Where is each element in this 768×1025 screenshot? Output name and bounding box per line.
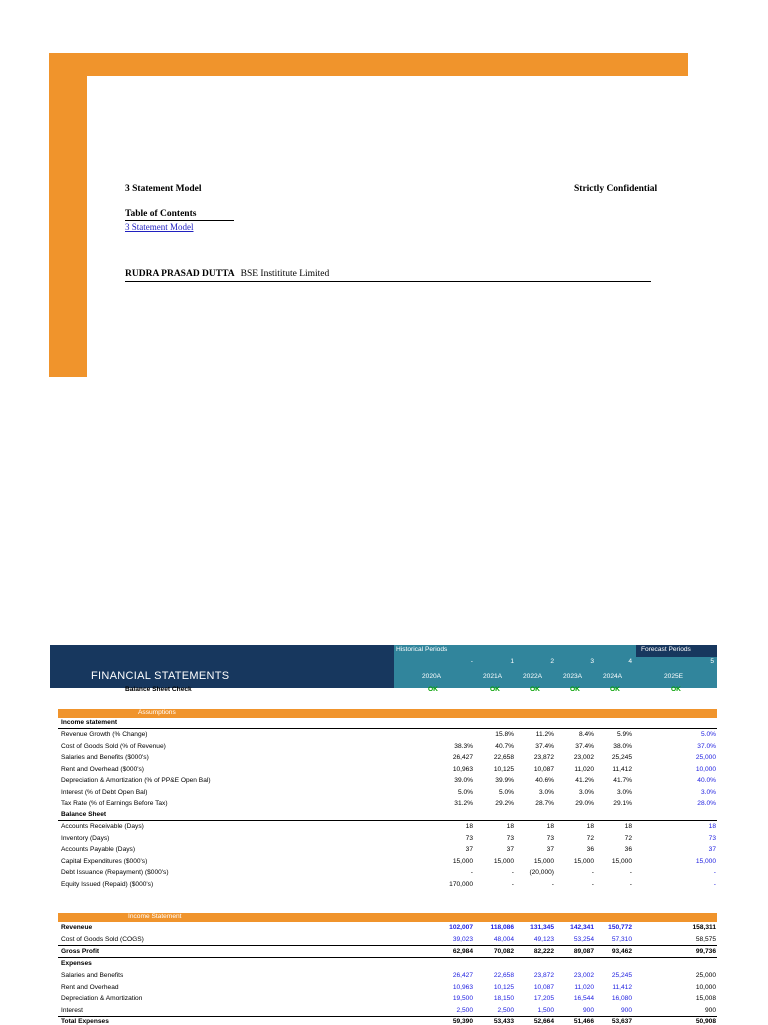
table-cell: 18 [586,823,594,830]
table-cell: 40.6% [535,777,554,784]
table-cell: 15,000 [573,857,594,865]
cover-orange-bar-left [49,76,87,377]
expenses-heading: Expenses [61,960,92,967]
table-cell: 59,390 [452,1018,473,1025]
table-cell: 53,254 [573,936,594,943]
table-cell: 72 [586,834,594,842]
divider [58,820,717,821]
table-cell: 25,000 [695,754,716,761]
table-cell: 23,002 [573,972,594,979]
author-line [125,269,651,282]
table-cell: 37.4% [575,742,594,750]
row-label: Total Expenses [61,1018,109,1025]
table-cell: 5.0% [457,788,473,796]
confidential-label: Strictly Confidential [574,184,658,194]
table-cell: - [551,880,554,888]
row-label: Interest (% of Debt Open Bal) [61,788,148,796]
table-cell: - [591,869,594,876]
sheet-title: FINANCIAL STATEMENTS [91,670,230,682]
table-cell: 37 [506,846,514,853]
table-cell: 150,772 [608,924,632,931]
forecast-periods-label: Forecast Periods [641,646,691,653]
row-label: Capital Expenditures ($000's) [61,857,148,865]
table-cell: 73 [506,834,514,842]
table-cell: 15.8% [495,731,514,738]
table-cell: - [713,869,716,876]
table-cell: 16,544 [573,995,594,1002]
table-cell: 38.3% [454,742,473,750]
table-cell: 37 [465,846,473,853]
table-cell: 25,245 [611,754,632,761]
row-label: Tax Rate (% of Earnings Before Tax) [61,800,168,807]
table-cell: 170,000 [449,880,473,888]
table-cell: 26,427 [452,972,473,979]
table-cell: 18 [708,823,716,830]
author-org: BSE Instititute Limited [240,269,330,279]
row-label: Rent and Overhead [61,983,119,991]
check-ok: OK [428,686,438,693]
table-cell: 52,664 [533,1018,554,1025]
year-header: 2020A [422,673,442,680]
table-cell: 39.9% [495,777,514,784]
row-label: Cost of Goods Sold (COGS) [61,936,144,943]
divider [58,945,717,946]
table-cell: 29.1% [613,800,632,807]
table-cell: 40.7% [495,742,514,750]
table-cell: 57,310 [611,936,632,943]
year-header: 2022A [523,673,543,680]
table-cell: 50,908 [695,1018,716,1025]
year-header: 2021A [483,673,503,680]
period-number: 4 [628,658,632,665]
table-cell: - [629,869,632,876]
period-number: 5 [710,658,714,665]
table-cell: 3.0% [538,788,554,796]
row-label: Gross Profit [61,948,100,955]
row-label: Cost of Goods Sold (% of Revenue) [61,742,166,750]
cover-orange-bar-top [49,53,688,76]
table-cell: 22,658 [493,754,514,761]
table-cell: 37 [708,846,716,853]
check-ok: OK [671,686,681,693]
row-label: Debt Issuance (Repayment) ($000's) [61,869,169,876]
row-label: Interest [61,1006,83,1014]
table-cell: 73 [546,834,554,842]
table-cell: 15,008 [695,995,716,1002]
table-cell: 41.2% [575,777,594,784]
year-header: 2025E [664,673,684,680]
table-cell: 16,080 [611,995,632,1002]
table-cell: 73 [708,834,716,842]
check-ok: OK [610,686,620,693]
table-cell: 900 [620,1006,632,1014]
row-label: Salaries and Benefits ($000's) [61,754,149,761]
table-cell: 29.0% [575,800,594,807]
table-cell: 11,020 [574,983,594,991]
table-cell: 11,020 [574,765,594,773]
table-cell: - [713,880,716,888]
row-label: Accounts Receivable (Days) [61,823,144,830]
table-cell: (20,000) [529,869,554,876]
period-number: 1 [510,658,514,665]
table-cell: 10,000 [695,765,716,773]
row-label: Depreciation & Amortization (% of PP&E Open Bal) [61,777,211,784]
table-cell: 158,311 [692,924,716,931]
table-cell: 23,872 [533,754,554,761]
table-cell: 82,222 [533,948,554,955]
table-cell: 38.0% [613,742,632,750]
table-cell: 15,000 [533,857,554,865]
table-cell: 22,658 [493,972,514,979]
table-cell: 3.0% [700,788,716,796]
table-cell: - [470,869,473,876]
divider [58,1016,717,1017]
check-ok: OK [530,686,540,693]
table-cell: 18 [546,823,554,830]
table-cell: 10,963 [452,765,473,773]
table-cell: 39,023 [452,936,473,943]
table-cell: 10,087 [533,765,554,773]
period-number: 2 [550,658,554,665]
table-cell: 11,412 [612,765,632,773]
table-cell: 3.0% [578,788,594,796]
divider [58,728,717,729]
check-ok: OK [570,686,580,693]
table-cell: 11.2% [535,731,554,738]
table-cell: 25,245 [611,972,632,979]
table-cell: 3.0% [616,788,632,796]
table-cell: 31.2% [454,800,473,807]
table-cell: 5.0% [700,731,716,738]
table-cell: 39.0% [454,777,473,784]
table-cell: 70,082 [493,948,514,955]
balance-sheet-check-label: Balance Sheet Check [125,686,192,693]
table-cell: - [511,880,514,888]
table-cell: 23,002 [573,754,594,761]
table-cell: 18 [506,823,514,830]
table-cell: 23,872 [533,972,554,979]
table-cell: 37.0% [697,742,716,750]
table-cell: 40.0% [697,777,716,784]
table-cell: 18,150 [493,995,514,1002]
financial-statements-sheet [0,645,768,1024]
row-label: Inventory (Days) [61,834,110,842]
row-label: Revenue Growth (% Change) [61,731,148,738]
table-cell: - [591,880,594,888]
income-statement-bar [58,913,717,922]
year-header: 2024A [603,673,623,680]
historical-periods-label: Historical Periods [396,646,448,653]
table-cell: - [629,880,632,888]
row-label: Rent and Overhead ($000's) [61,765,144,773]
balance-sheet-heading: Balance Sheet [61,811,107,818]
check-ok: OK [490,686,500,693]
table-cell: 900 [704,1006,716,1014]
row-label: Accounts Payable (Days) [61,846,136,853]
income-statement-bar-label: Income Statement [128,913,182,920]
table-cell: 10,963 [452,983,473,991]
row-label: Reveneue [61,924,93,931]
table-cell: 18 [624,823,632,830]
toc-link-3-statement-model[interactable]: 3 Statement Model [125,222,194,232]
row-label: Depreciation & Amortization [61,995,143,1002]
table-cell: 58,575 [695,936,716,943]
table-cell: 2,500 [456,1006,473,1014]
table-cell: 15,000 [452,857,473,865]
table-cell: 99,736 [695,948,716,955]
table-cell: 5.9% [616,731,632,738]
table-cell: 89,087 [573,948,594,955]
table-cell: 17,205 [533,995,554,1002]
table-cell: 29.2% [495,800,514,807]
table-cell: 10,000 [695,983,716,991]
divider [58,957,717,958]
period-number: - [470,658,473,665]
cover-title: 3 Statement Model [125,184,202,194]
table-cell: 10,087 [533,983,554,991]
table-cell: 37 [546,846,554,853]
assumptions-bar [58,709,717,718]
table-cell: 41.7% [613,777,632,784]
table-cell: 62,984 [452,948,473,955]
table-cell: 49,123 [533,936,554,943]
table-cell: 15,000 [611,857,632,865]
table-cell: 118,086 [490,924,514,931]
table-cell: 2,500 [497,1006,514,1014]
toc-title: Table of Contents [125,209,234,221]
table-cell: 93,462 [611,948,632,955]
table-cell: 53,637 [611,1018,632,1025]
table-cell: 53,433 [493,1018,514,1025]
row-label: Salaries and Benefits [61,972,124,979]
table-cell: 5.0% [498,788,514,796]
row-label: Equity Issued (Repaid) ($000's) [61,880,154,888]
period-number: 3 [590,658,594,665]
table-cell: 51,466 [573,1018,594,1025]
author-name: RUDRA PRASAD DUTTA [125,269,235,279]
assumptions-bar-label: Assumptions [138,709,176,716]
year-header: 2023A [563,673,583,680]
table-cell: 15,000 [695,857,716,865]
table-cell: 8.4% [578,731,594,738]
table-cell: 10,125 [493,765,514,773]
table-cell: 1,500 [537,1006,554,1014]
table-cell: 102,007 [449,924,473,931]
table-cell: 18 [465,823,473,830]
table-cell: 11,412 [612,983,632,991]
table-cell: 26,427 [452,754,473,761]
table-cell: 73 [465,834,473,842]
table-cell: 37.4% [535,742,554,750]
table-cell: 142,341 [570,924,594,931]
table-cell: 131,345 [530,924,554,931]
table-cell: 36 [624,846,632,853]
table-cell: 28.0% [697,800,716,807]
table-cell: 19,500 [452,995,473,1002]
table-cell: - [511,869,514,876]
income-statement-heading: Income statement [61,719,118,726]
table-cell: 36 [586,846,594,853]
table-cell: 10,125 [493,983,514,991]
table-cell: 25,000 [695,972,716,979]
table-cell: 72 [624,834,632,842]
table-cell: 28.7% [535,800,554,807]
table-cell: 48,004 [493,936,514,943]
table-cell: 900 [582,1006,594,1014]
table-cell: 15,000 [493,857,514,865]
